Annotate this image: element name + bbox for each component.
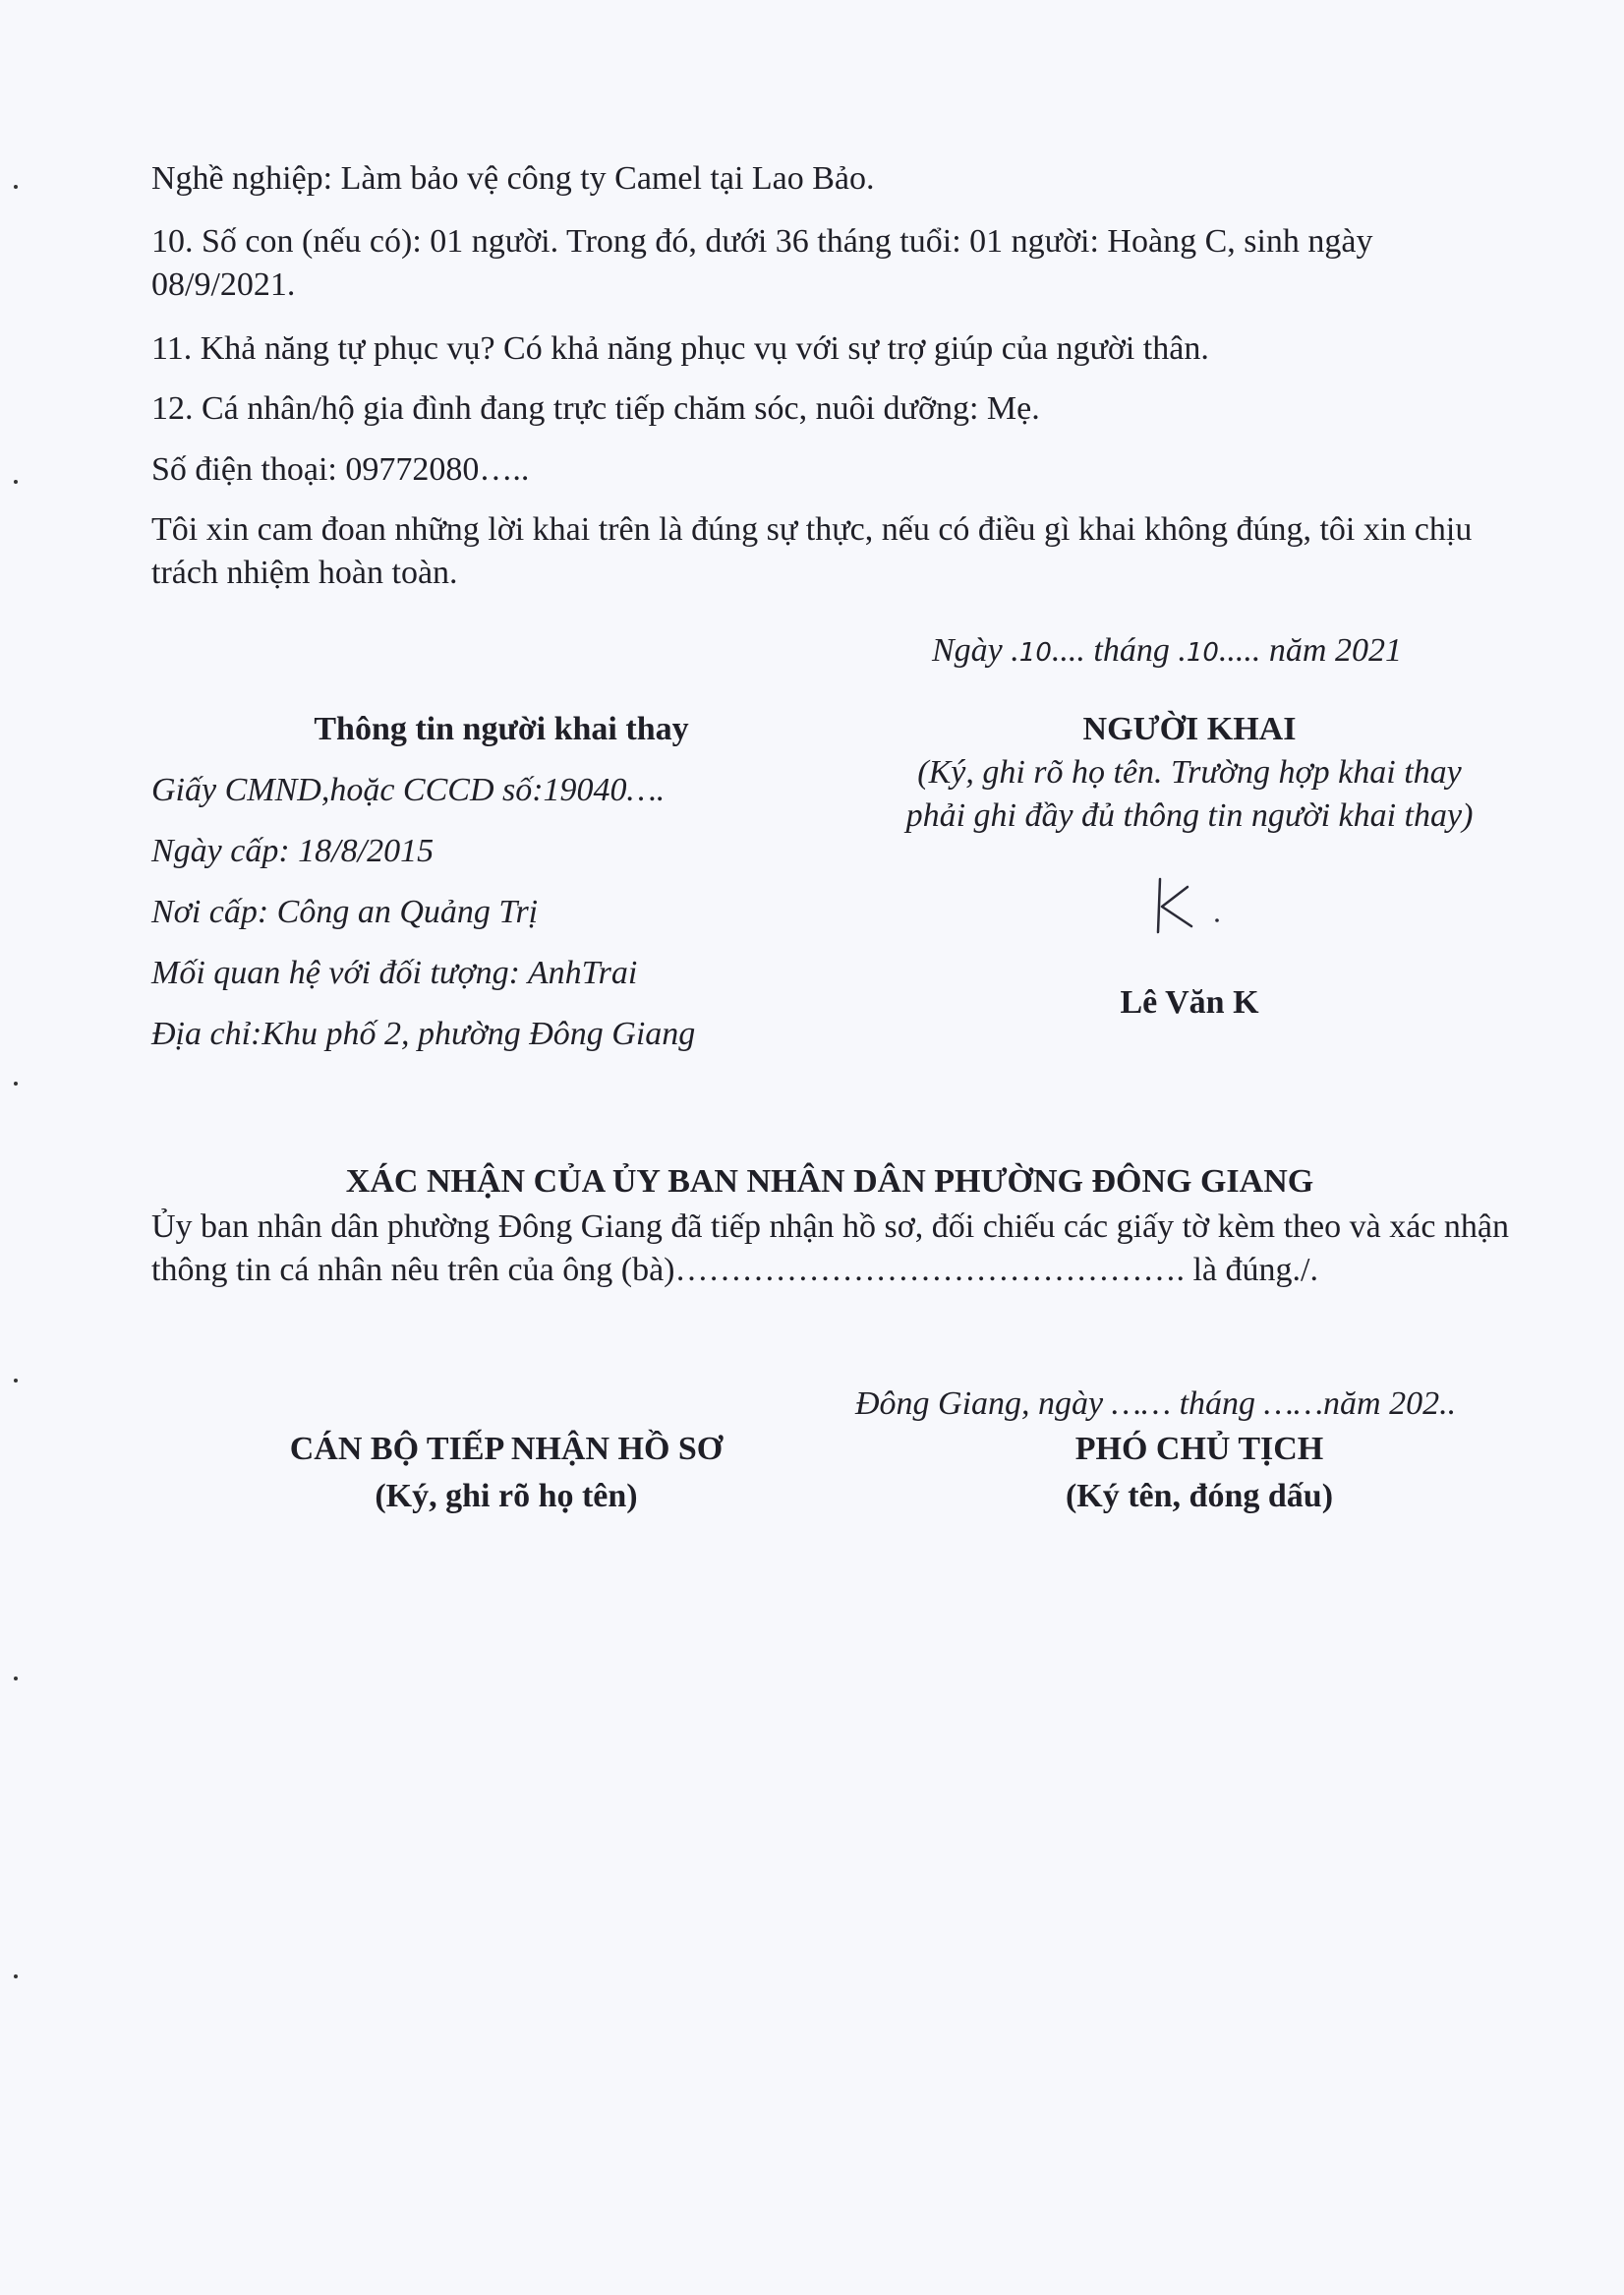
declarant-note-line2: phải ghi đầy đủ thông tin người khai thay)	[905, 797, 1474, 834]
occupation-line: Nghề nghiệp: Làm bảo vệ công ty Camel tại Lao Bảo.	[151, 160, 875, 197]
margin-dot	[14, 1379, 18, 1383]
declarant-title: NGƯỜI KHAI	[1082, 711, 1297, 747]
vice-chair-title: PHÓ CHỦ TỊCH	[1074, 1431, 1324, 1467]
date-suffix: ..... năm 2021	[1218, 632, 1402, 669]
declaration-text: Tôi xin cam đoan những lời khai trên là đúng sự thực, nếu có điều gì khai không đúng, tôi xin chịu trách nhiệm hoàn toàn.	[151, 511, 1473, 591]
margin-dot	[14, 1974, 18, 1978]
proxy-info-title: Thông tin người khai thay	[314, 711, 689, 747]
margin-dot	[14, 1677, 18, 1680]
proxy-relation: Mối quan hệ với đối tượng: AnhTrai	[151, 955, 638, 991]
vice-chair-note: (Ký tên, đóng dấu)	[1065, 1478, 1334, 1514]
declarant-note-line1: (Ký, ghi rõ họ tên. Trường hợp khai thay	[917, 754, 1462, 791]
proxy-issue-date: Ngày cấp: 18/8/2015	[151, 833, 435, 869]
receiver-title: CÁN BỘ TIẾP NHẬN HỒ SƠ	[289, 1431, 724, 1467]
proxy-address: Địa chỉ:Khu phố 2, phường Đông Giang	[151, 1016, 696, 1052]
date-prefix: Ngày .	[932, 632, 1019, 669]
date-day: 10	[1018, 638, 1052, 668]
declarant-name: Lê Văn K	[1120, 984, 1259, 1021]
confirmation-heading: XÁC NHẬN CỦA ỦY BAN NHÂN DÂN PHƯỜNG ĐÔNG GIANG	[345, 1163, 1314, 1200]
margin-dot	[14, 480, 18, 484]
proxy-issue-place: Nơi cấp: Công an Quảng Trị	[151, 894, 539, 930]
proxy-id-number: Giấy CMND,hoặc CCCD số:19040….	[151, 772, 666, 808]
receiver-note: (Ký, ghi rõ họ tên)	[375, 1478, 638, 1514]
self-care-line: 11. Khả năng tự phục vụ? Có khả năng phục vụ với sự trợ giúp của người thân.	[151, 330, 1209, 367]
date-mid: .... tháng .	[1051, 632, 1187, 669]
confirmation-text: Ủy ban nhân dân phường Đông Giang đã tiếp nhận hồ sơ, đối chiếu các giấy tờ kèm theo và xác nhận thông tin cá nhân nêu trên của ông (bà)………………………………………. là đúng./.	[151, 1208, 1510, 1288]
margin-dot	[14, 1082, 18, 1086]
margin-dot	[14, 185, 18, 189]
date-month: 10	[1186, 638, 1219, 668]
caregiver-line: 12. Cá nhân/hộ gia đình đang trực tiếp chăm sóc, nuôi dưỡng: Mẹ.	[151, 390, 1040, 427]
children-line: 10. Số con (nếu có): 01 người. Trong đó, dưới 36 tháng tuổi: 01 người: Hoàng C, sinh ngày 08/9/2021.	[151, 223, 1373, 303]
declaration-date	[932, 629, 1402, 675]
handwritten-signature	[1152, 873, 1231, 942]
phone-line: Số điện thoại: 09772080…..	[151, 451, 530, 488]
confirmation-date-line: Đông Giang, ngày …… tháng ……năm 202..	[855, 1385, 1457, 1422]
